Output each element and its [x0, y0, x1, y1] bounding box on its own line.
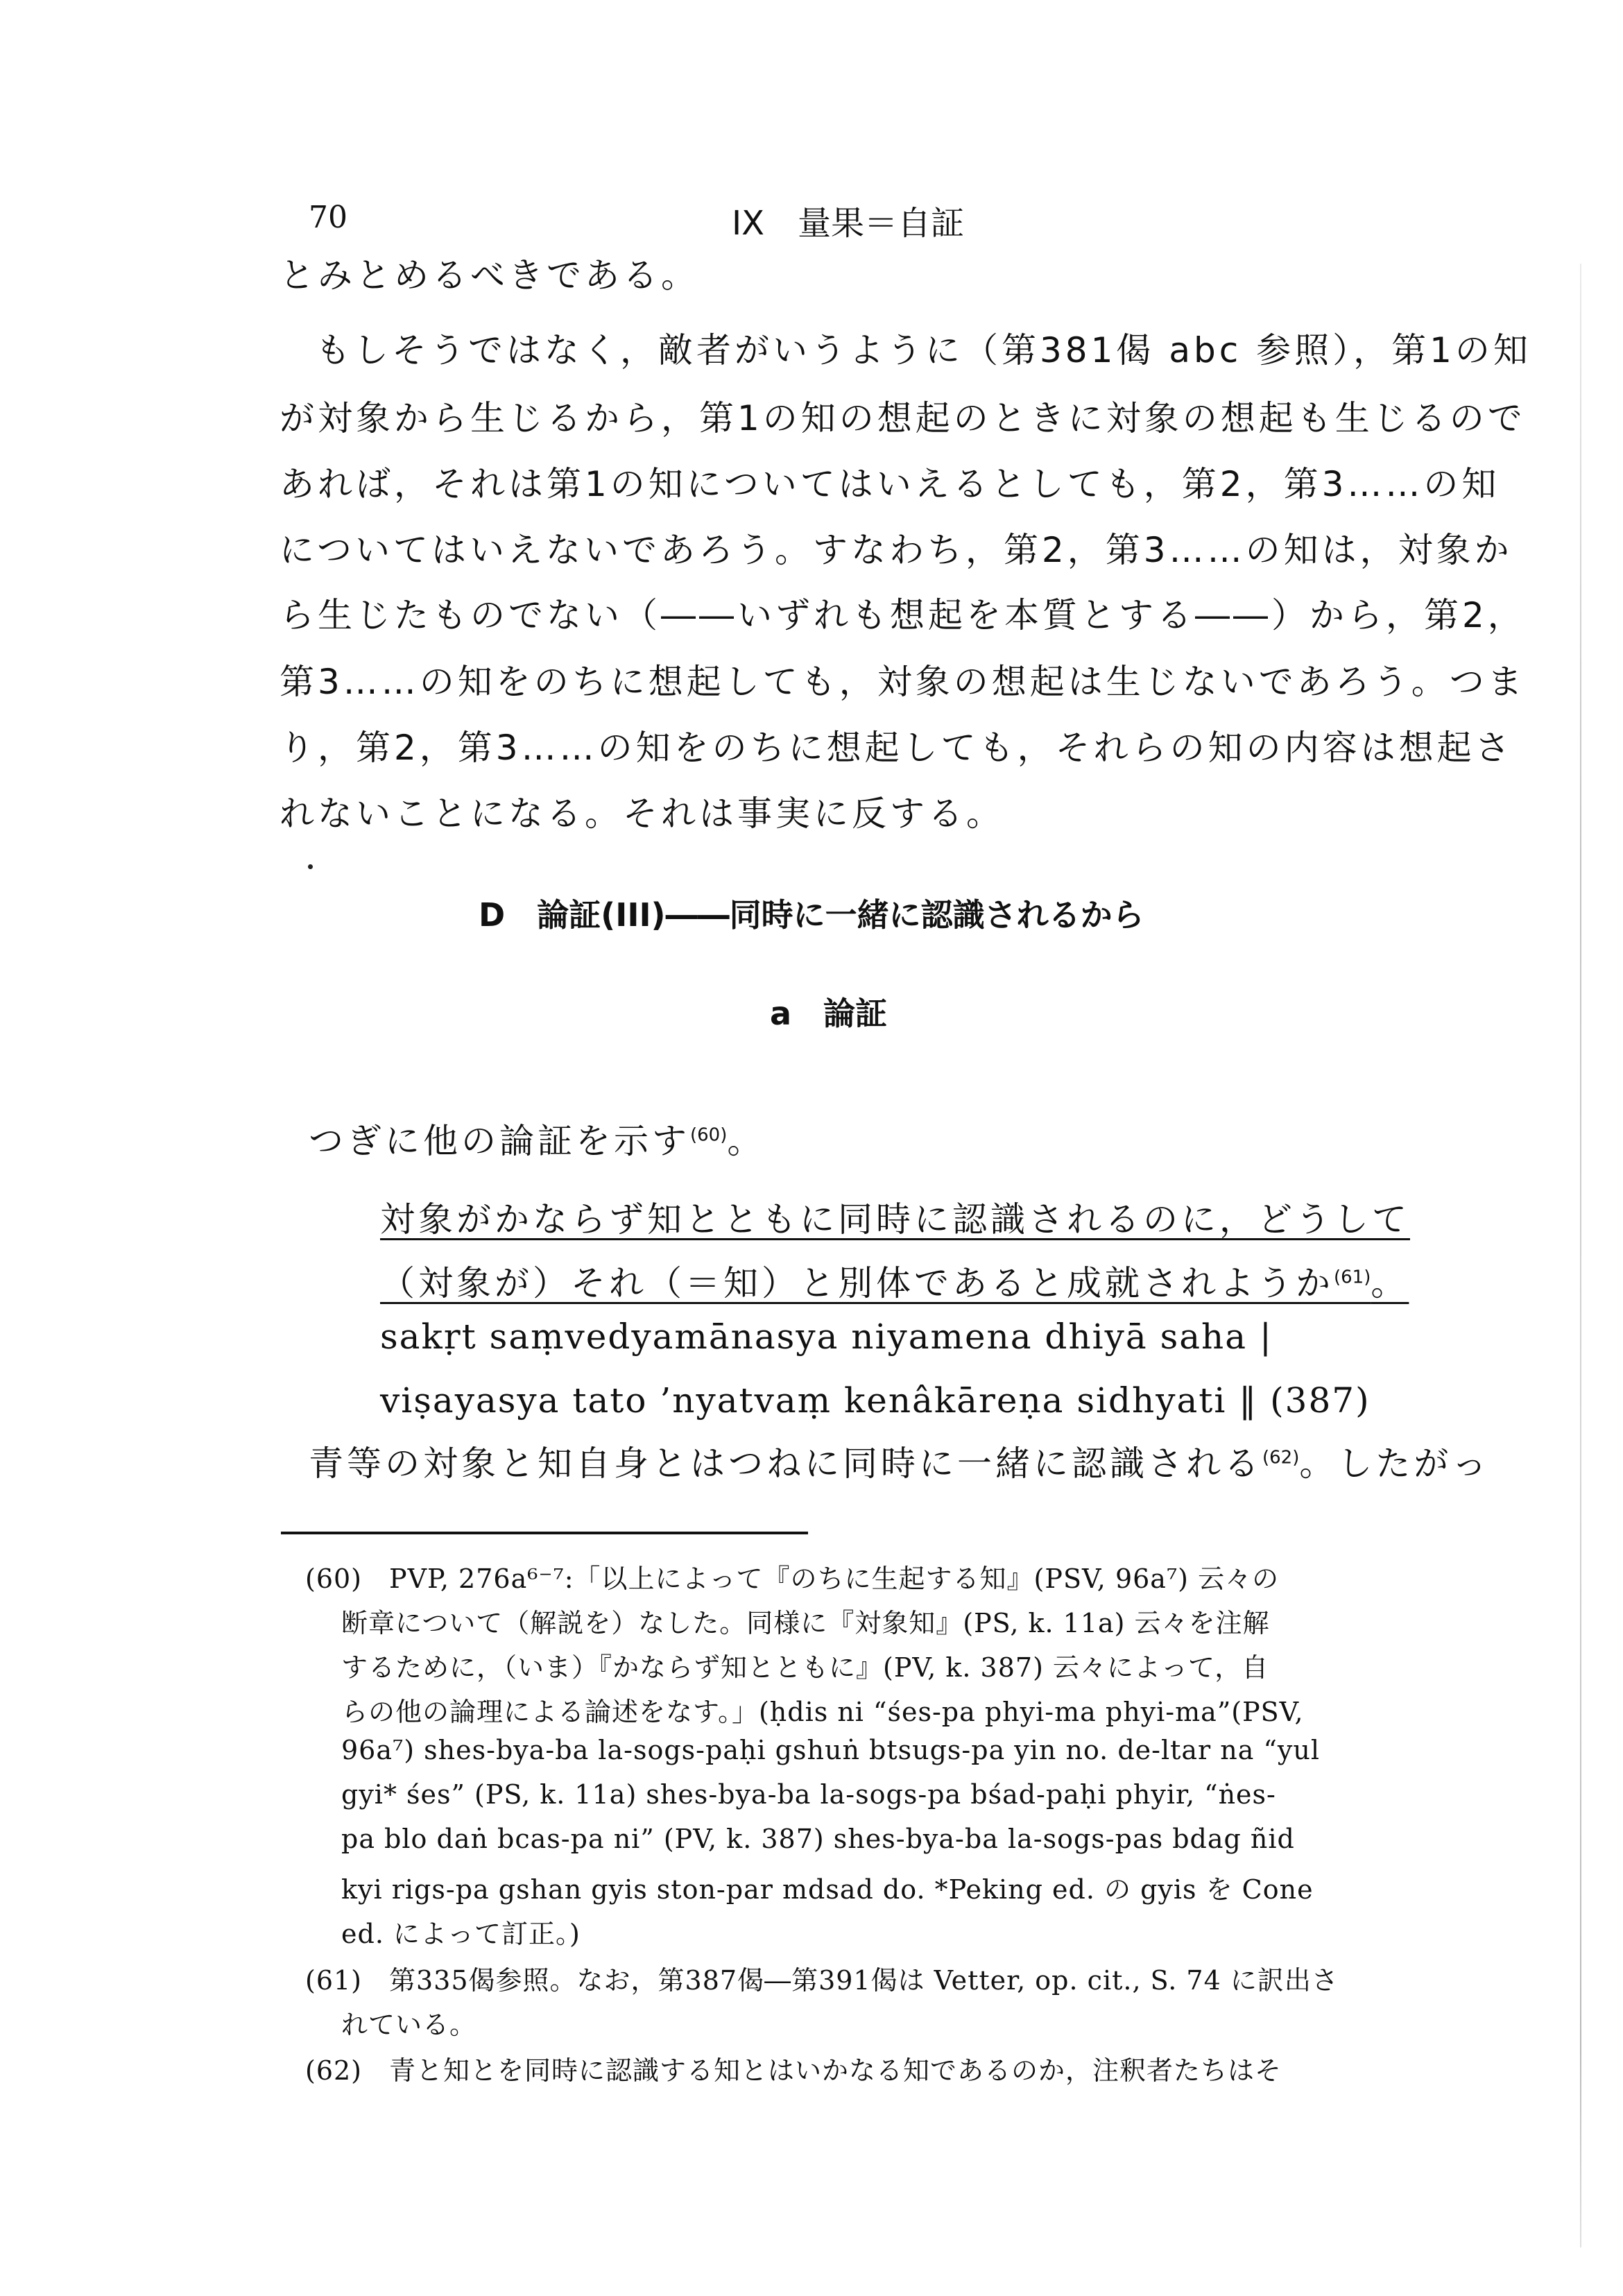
footnote-ref-61[interactable]: (61)	[1334, 1267, 1371, 1288]
footnote-line: するために，（いま）『かならず知とともに』(PV, k. 387) 云々によって，自	[341, 1652, 1269, 1683]
body-line: れないことになる。それは事実に反する。	[280, 794, 1004, 834]
footnote-line: 96a⁷) shes-bya-ba la-sogs-paḥi gshuṅ btsugs-pa yin no. de-ltar na “yul	[341, 1735, 1321, 1765]
scan-edge-shadow	[1580, 264, 1581, 2247]
verse-jp-text: （対象が）それ（＝知）と別体であると成就されようか	[380, 1263, 1334, 1303]
footnote-line: (61) 第335偈参照。なお，第387偈―第391偈は Vetter, op. cit., S. 74 に訳出さ	[305, 1965, 1339, 1996]
footnote-line: (62) 青と知とを同時に認識する知とはいかなる知であるのか，注釈者たちはそ	[305, 2055, 1282, 2086]
footnote-line: pa blo daṅ bcas-pa ni” (PV, k. 387) shes-bya-ba la-sogs-pas bdag ñid	[341, 1824, 1295, 1854]
footnote-line: らの他の論理による論述をなす。」(ḥdis ni “śes-pa phyi-ma phyi-ma”(PSV,	[341, 1697, 1304, 1727]
section-heading: D 論証(III)――同時に一緒に認識されるから	[479, 896, 1144, 934]
footnote-separator	[281, 1532, 808, 1534]
footnote-line: ed. によって訂正。)	[341, 1919, 581, 1949]
verse-sanskrit-line-2: viṣayasya tato ’nyatvaṃ kenâkāreṇa sidhyati ‖ (387)	[380, 1380, 1371, 1421]
body-line: り，第2，第3……の知をのちに想起しても，それらの知の内容は想起さ	[280, 728, 1513, 768]
footnote-ref-60[interactable]: (60)	[690, 1124, 728, 1146]
body-line: とみとめるべきである。	[280, 255, 699, 295]
intro-line	[309, 1121, 766, 1161]
body-line: についてはいえないであろう。すなわち，第2，第3……の知は，対象か	[280, 530, 1513, 570]
verse-jp-line-2	[380, 1256, 1409, 1305]
footnote-line: れている。	[341, 2010, 477, 2040]
verse-jp-line-1: 対象がかならず知とともに同時に認識されるのに，どうして	[380, 1199, 1410, 1240]
intro-text: つぎに他の論証を示す	[309, 1121, 690, 1161]
page-number: 70	[309, 200, 347, 235]
footnote-line: (60) PVP, 276a⁶⁻⁷:「以上によって『のちに生起する知』(PSV, 96a⁷) 云々の	[305, 1563, 1280, 1594]
verse-sanskrit-line-1: sakṛt saṃvedyamānasya niyamena dhiyā saha |	[380, 1317, 1273, 1357]
body-line-last	[309, 1443, 1491, 1484]
footnote-line: 断章について（解説を）なした。同様に『対象知』(PS, k. 11a) 云々を注解	[341, 1608, 1270, 1638]
subsection-heading: a 論証	[770, 995, 888, 1032]
footnote-line: kyi rigs-pa gshan gyis ston-par mdsad do. *Peking ed. の gyis を Cone	[341, 1874, 1314, 1905]
body-line: 第3……の知をのちに想起しても，対象の想起は生じないであろう。つま	[280, 662, 1526, 702]
last-line-text: 青等の対象と知自身とはつねに同時に一緒に認識される	[309, 1443, 1262, 1484]
body-line: あれば，それは第1の知についてはいえるとしても，第2，第3……の知	[280, 464, 1500, 504]
footnote-ref-62[interactable]: (62)	[1262, 1447, 1300, 1468]
body-line: ら生じたものでない（――いずれも想起を本質とする――）から，第2，	[280, 595, 1526, 635]
body-line: もしそうではなく，敵者がいうように（第381偈 abc 参照），第1の知	[316, 330, 1531, 370]
verse-jp-end: 。	[1371, 1263, 1409, 1303]
stray-mark	[308, 864, 313, 869]
footnote-line: gyi* śes” (PS, k. 11a) shes-bya-ba la-sogs-pa bśad-paḥi phyir, “ṅes-	[341, 1779, 1276, 1810]
last-line-end: 。したがっ	[1299, 1443, 1491, 1484]
running-header-title: IX 量果＝自証	[732, 204, 965, 243]
intro-end: 。	[727, 1121, 766, 1161]
body-line: が対象から生じるから，第1の知の想起のときに対象の想起も生じるので	[280, 398, 1526, 438]
